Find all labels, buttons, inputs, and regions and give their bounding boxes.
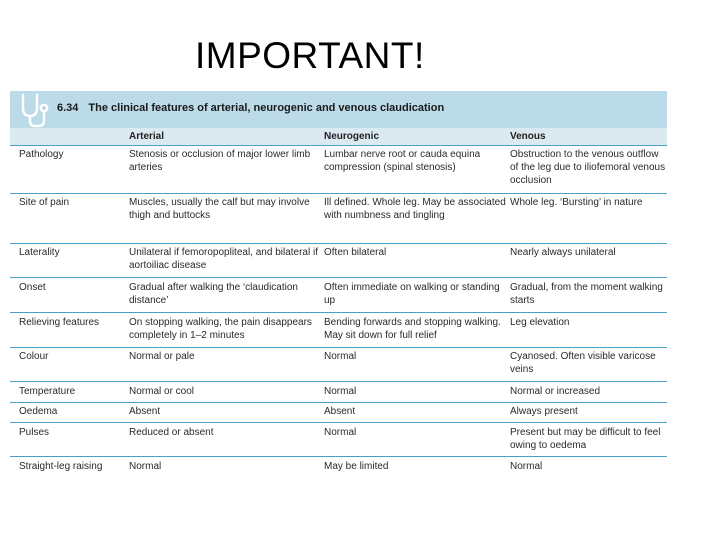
feature-cell: Site of pain — [19, 197, 70, 208]
neurogenic-cell: Absent — [324, 406, 356, 417]
feature-cell: Colour — [19, 351, 49, 362]
neurogenic-cell: Often immediate on walking or standing up — [324, 282, 500, 306]
venous-cell: Obstruction to the venous outflow of the leg due to iliofemoral venous occlusion — [510, 149, 666, 186]
column-header-row — [10, 128, 667, 145]
arterial-cell: Stenosis or occlusion of major lower limb arteries — [129, 149, 311, 173]
row-divider — [10, 193, 667, 194]
row-divider — [10, 381, 667, 382]
arterial-cell: Gradual after walking the ‘claudication distance’ — [129, 282, 298, 306]
row-divider — [10, 145, 667, 146]
row-divider — [10, 277, 667, 278]
venous-cell: Cyanosed. Often visible varicose veins — [510, 351, 656, 375]
feature-cell: Pathology — [19, 149, 64, 160]
feature-cell: Relieving features — [19, 317, 100, 328]
col-header-venous: Venous — [510, 131, 546, 142]
arterial-cell: Muscles, usually the calf but may involve thigh and buttocks — [129, 197, 310, 221]
row-divider — [10, 456, 667, 457]
arterial-cell: Normal or cool — [129, 386, 195, 397]
venous-cell: Whole leg. ‘Bursting’ in nature — [510, 197, 643, 208]
arterial-cell: On stopping walking, the pain disappears completely in 1–2 minutes — [129, 317, 312, 341]
row-divider — [10, 347, 667, 348]
row-divider — [10, 243, 667, 244]
neurogenic-cell: Normal — [324, 351, 357, 362]
arterial-cell: Absent — [129, 406, 161, 417]
venous-cell: Normal or increased — [510, 386, 601, 397]
feature-cell: Temperature — [19, 386, 76, 397]
feature-cell: Straight-leg raising — [19, 461, 103, 472]
stethoscope-icon — [13, 92, 51, 128]
feature-cell: Onset — [19, 282, 46, 293]
table-title — [57, 102, 444, 114]
venous-cell: Present but may be difficult to feel owing to oedema — [510, 427, 661, 451]
feature-cell: Oedema — [19, 406, 58, 417]
feature-cell: Pulses — [19, 427, 50, 438]
neurogenic-cell: Bending forwards and stopping walking. May sit down for full relief — [324, 317, 501, 341]
venous-cell: Always present — [510, 406, 578, 417]
table-title-text: The clinical features of arterial, neurogenic and venous claudication — [88, 102, 445, 114]
neurogenic-cell: Lumbar nerve root or cauda equina compression (spinal stenosis) — [324, 149, 481, 173]
col-header-arterial: Arterial — [129, 131, 165, 142]
table-number: 6.34 — [57, 102, 79, 114]
claudication-table — [10, 91, 667, 480]
venous-cell: Gradual, from the moment walking starts — [510, 282, 663, 306]
col-header-neurogenic: Neurogenic — [324, 131, 380, 142]
arterial-cell: Normal or pale — [129, 351, 195, 362]
neurogenic-cell: May be limited — [324, 461, 389, 472]
row-divider — [10, 312, 667, 313]
row-divider — [10, 422, 667, 423]
venous-cell: Normal — [510, 461, 543, 472]
neurogenic-cell: Ill defined. Whole leg. May be associated with numbness and tingling — [324, 197, 506, 221]
slide-title: IMPORTANT! — [195, 35, 425, 76]
arterial-cell: Unilateral if femoropopliteal, and bilateral if aortoiliac disease — [129, 247, 318, 271]
neurogenic-cell: Normal — [324, 427, 357, 438]
arterial-cell: Normal — [129, 461, 162, 472]
neurogenic-cell: Often bilateral — [324, 247, 387, 258]
table-title-bar — [10, 91, 667, 128]
feature-cell: Laterality — [19, 247, 60, 258]
venous-cell: Leg elevation — [510, 317, 570, 328]
row-divider — [10, 402, 667, 403]
arterial-cell: Reduced or absent — [129, 427, 214, 438]
venous-cell: Nearly always unilateral — [510, 247, 616, 258]
neurogenic-cell: Normal — [324, 386, 357, 397]
